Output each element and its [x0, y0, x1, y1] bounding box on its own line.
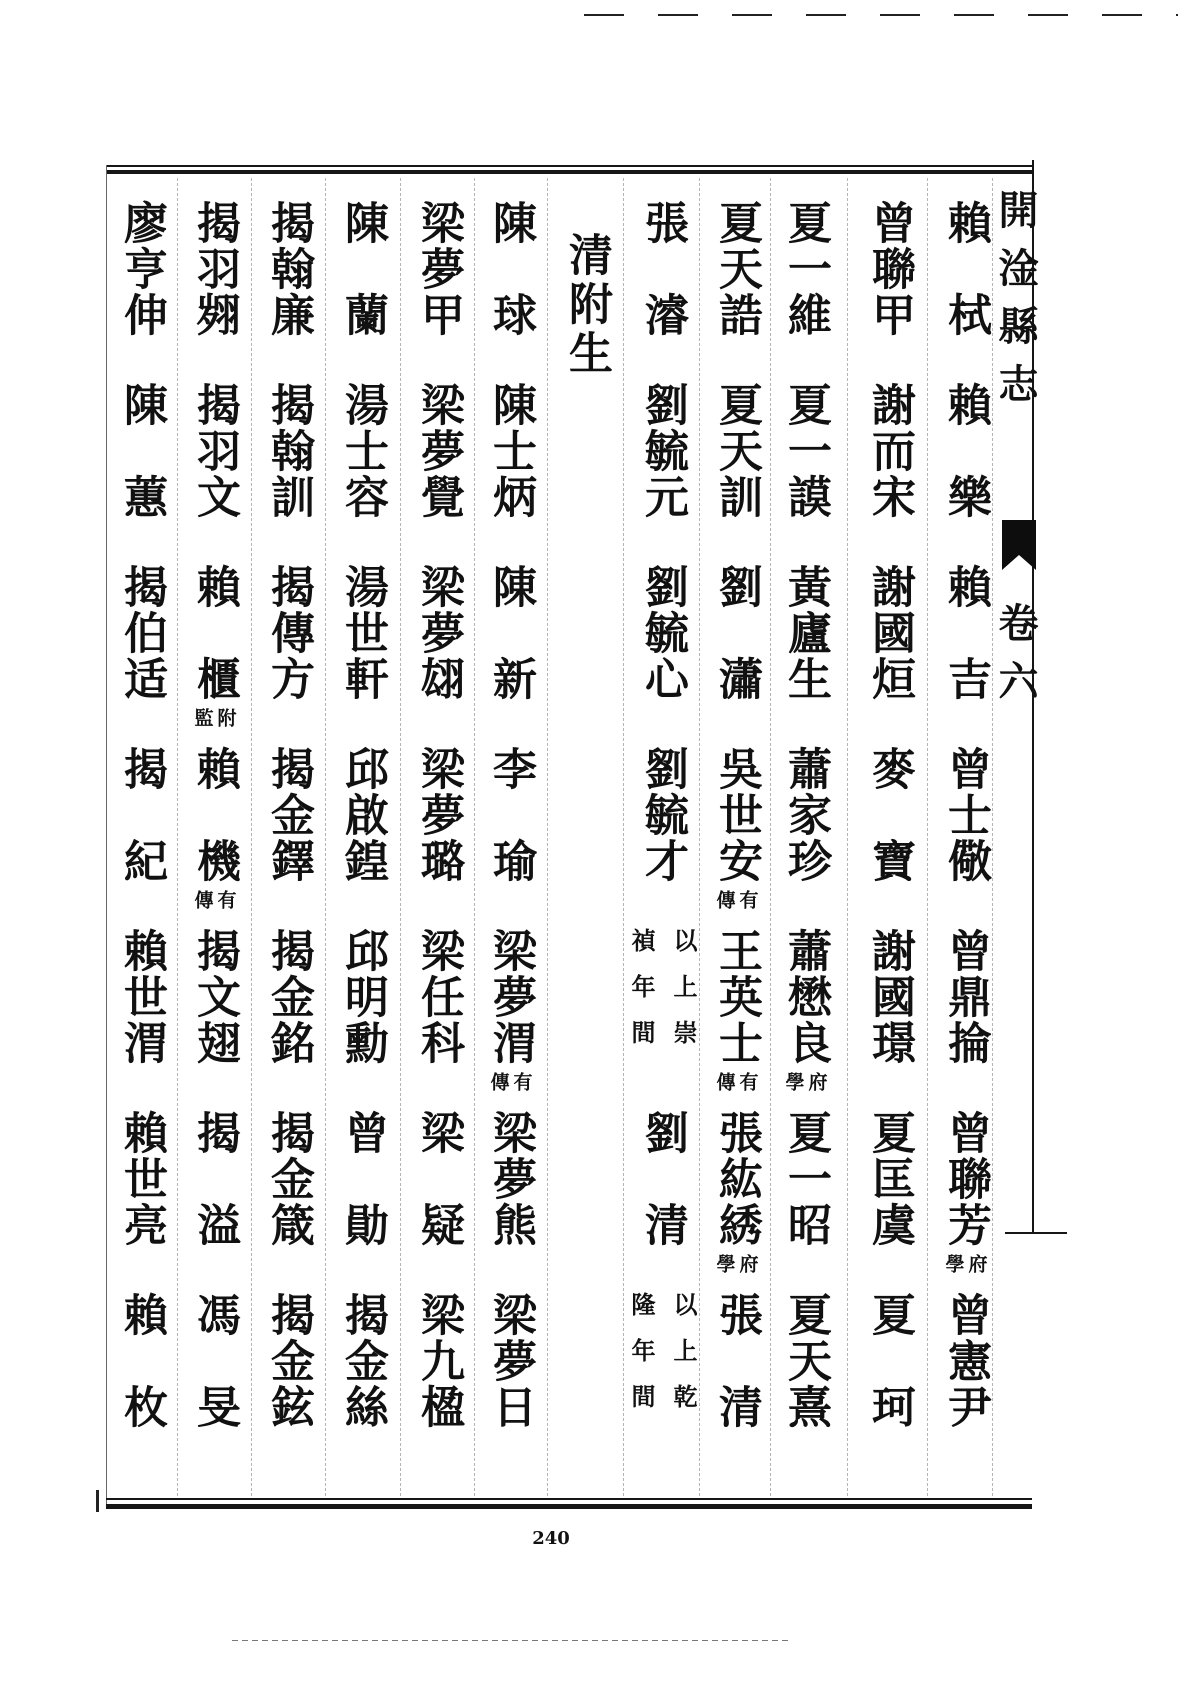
name-entry: [859, 382, 919, 520]
name-entry: [935, 928, 995, 1066]
name-entry: [775, 928, 835, 1091]
name-column: [332, 200, 392, 1490]
name-entry: [859, 928, 919, 1066]
name-entry: [859, 1292, 919, 1430]
name-entry: [332, 928, 392, 1066]
name-entry: [480, 928, 540, 1091]
name-entry: [775, 1292, 835, 1430]
name-column: [480, 200, 540, 1490]
person-name: 梁夢覺: [413, 382, 464, 520]
name-column: [627, 200, 698, 1490]
person-name: 揭金絲: [337, 1292, 388, 1430]
name-entry: [332, 1292, 392, 1430]
annotation: [715, 890, 758, 909]
person-name: 夏一謨: [780, 382, 831, 520]
name-entry: [184, 564, 244, 727]
person-name: 夏一維: [780, 200, 831, 338]
frame-rule-top-thick: [106, 170, 1032, 174]
name-entry: [258, 928, 318, 1066]
person-name: 梁任科: [413, 928, 464, 1066]
person-name: 梁夢翃: [413, 564, 464, 702]
name-column: [258, 200, 318, 1490]
annotation: [193, 708, 236, 727]
annotation-line: 府: [965, 1254, 988, 1273]
person-name: 揭 紀: [116, 746, 167, 884]
person-name: 李 瑜: [485, 746, 536, 884]
name-entry: [184, 1110, 244, 1248]
name-entry: [332, 1110, 392, 1248]
name-entry: [111, 1292, 171, 1430]
column-rule: [177, 178, 178, 1496]
person-name: 夏天誥: [711, 200, 762, 338]
person-name: 陳 球: [485, 200, 536, 338]
person-name: 蕭懋良: [780, 928, 831, 1066]
person-name: 邱啟鍠: [337, 746, 388, 884]
annotation: [627, 928, 698, 1066]
person-name: 黃廬生: [780, 564, 831, 702]
frame-rule-top: [106, 165, 1032, 167]
person-name: 揭金銘: [263, 928, 314, 1066]
frame-tick-mark: [1005, 1232, 1067, 1234]
name-entry: [408, 1110, 468, 1248]
frame-rule-bottom-thick: [106, 1504, 1032, 1509]
book-title: 開淦縣志: [992, 189, 1039, 421]
fishtail-mark: [1002, 520, 1036, 570]
annotation: [715, 1072, 758, 1091]
person-name: 夏 珂: [864, 1292, 915, 1430]
column-rule: [927, 178, 928, 1496]
person-name: 謝國烜: [864, 564, 915, 702]
column-rule: [770, 178, 771, 1496]
name-entry: [480, 564, 540, 702]
name-entry: [408, 928, 468, 1066]
name-entry: [184, 382, 244, 520]
name-entry: [258, 1292, 318, 1430]
annotation-line: 有: [736, 890, 759, 909]
person-name: 謝國璟: [864, 928, 915, 1066]
scan-dash-line-top: [584, 14, 1178, 16]
name-entry: [706, 382, 766, 520]
person-name: 賴世亮: [116, 1110, 167, 1248]
annotation-line: 監: [191, 708, 214, 727]
name-entry: [332, 382, 392, 520]
page-number: 240: [532, 1528, 570, 1549]
column-rule: [623, 178, 624, 1496]
name-entry: [332, 564, 392, 702]
name-entry: [258, 382, 318, 520]
person-name: 劉毓元: [637, 382, 688, 520]
person-name: 揭金箴: [263, 1110, 314, 1248]
person-name: 蕭家珍: [780, 746, 831, 884]
person-name: 曾士儆: [940, 746, 991, 884]
person-name: 王英士: [711, 928, 762, 1066]
person-name: 揭翰廉: [263, 200, 314, 338]
name-entry: [111, 746, 171, 884]
column-rule: [699, 178, 700, 1496]
name-entry: [480, 1292, 540, 1430]
person-name: 湯世軒: [337, 564, 388, 702]
person-name: 梁夢渭: [485, 928, 536, 1066]
person-name: 賴 吉: [940, 564, 991, 702]
person-name: 揭羽文: [189, 382, 240, 520]
column-rule: [400, 178, 401, 1496]
person-name: 麥 寶: [864, 746, 915, 884]
name-column: [184, 200, 244, 1490]
name-entry: [184, 928, 244, 1066]
annotation: [944, 1254, 987, 1273]
annotation-line: 有: [214, 890, 237, 909]
name-column: [859, 200, 919, 1490]
name-entry: [408, 746, 468, 884]
section-heading: 清附生: [561, 232, 612, 379]
person-name: 曾聯甲: [864, 200, 915, 338]
annotation-line: 傳: [487, 1072, 510, 1091]
frame-rule-bottom: [106, 1498, 1032, 1500]
person-name: 謝而宋: [864, 382, 915, 520]
person-name: 曾鼎掄: [940, 928, 991, 1066]
person-name: 邱明勳: [337, 928, 388, 1066]
person-name: 劉 瀟: [711, 564, 762, 702]
person-name: 梁 疑: [413, 1110, 464, 1248]
name-entry: [258, 1110, 318, 1248]
person-name: 曾聯芳: [940, 1110, 991, 1248]
name-entry: [111, 928, 171, 1066]
person-name: 賴 櫃: [189, 564, 240, 702]
name-entry: [184, 1292, 244, 1430]
annotation-line: 傳: [713, 890, 736, 909]
person-name: 曾憲尹: [940, 1292, 991, 1430]
name-entry: [775, 1110, 835, 1248]
column-rule: [474, 178, 475, 1496]
annotation-line: 禎年間: [627, 928, 656, 1066]
person-name: 梁夢熊: [485, 1110, 536, 1248]
person-name: 馮 旻: [189, 1292, 240, 1430]
name-entry: [632, 382, 692, 520]
volume-label: 卷六: [992, 602, 1039, 718]
name-entry: [408, 200, 468, 338]
column-rule: [251, 178, 252, 1496]
name-entry: [706, 564, 766, 702]
name-entry: [706, 1292, 766, 1430]
name-column: [935, 200, 995, 1490]
column-rule: [325, 178, 326, 1496]
annotation: [784, 1072, 827, 1091]
annotation-line: 有: [736, 1072, 759, 1091]
name-column: [706, 200, 766, 1490]
name-entry: [111, 382, 171, 520]
annotation-line: 府: [805, 1072, 828, 1091]
name-entry: [775, 200, 835, 338]
person-name: 揭伯适: [116, 564, 167, 702]
annotation-line: 隆年間: [627, 1292, 656, 1430]
person-name: 賴 樂: [940, 382, 991, 520]
name-entry: [706, 1110, 766, 1273]
annotation-line: 以上乾: [669, 1292, 698, 1430]
person-name: 梁夢璐: [413, 746, 464, 884]
name-entry: [480, 1110, 540, 1248]
name-entry: [632, 200, 692, 338]
person-name: 夏天熹: [780, 1292, 831, 1430]
name-entry: [408, 1292, 468, 1430]
name-entry: [706, 746, 766, 909]
person-name: 梁九楹: [413, 1292, 464, 1430]
person-name: 賴 枚: [116, 1292, 167, 1430]
name-entry: [775, 382, 835, 520]
annotation: [489, 1072, 532, 1091]
name-entry: [408, 382, 468, 520]
person-name: 張 清: [711, 1292, 762, 1430]
person-name: 揭文翅: [189, 928, 240, 1066]
person-name: 陳 蘭: [337, 200, 388, 338]
name-entry: [935, 564, 995, 702]
person-name: 湯士容: [337, 382, 388, 520]
column-rule: [847, 178, 848, 1496]
person-name: 揭羽翙: [189, 200, 240, 338]
person-name: 揭傳方: [263, 564, 314, 702]
annotation-line: 有: [510, 1072, 533, 1091]
person-name: 梁夢日: [485, 1292, 536, 1430]
person-name: 夏天訓: [711, 382, 762, 520]
annotation: [715, 1254, 758, 1273]
name-entry: [706, 928, 766, 1091]
annotation-line: 學: [782, 1072, 805, 1091]
person-name: 揭金鐸: [263, 746, 314, 884]
name-entry: [258, 746, 318, 884]
name-entry: [935, 746, 995, 884]
annotation-line: 府: [736, 1254, 759, 1273]
person-name: 賴世渭: [116, 928, 167, 1066]
annotation-line: 傳: [713, 1072, 736, 1091]
frame-rule-left: [106, 165, 107, 1509]
name-entry: [935, 1110, 995, 1273]
person-name: 揭翰訓: [263, 382, 314, 520]
name-entry: [632, 746, 692, 884]
annotation-line: 學: [713, 1254, 736, 1273]
name-entry: [935, 382, 995, 520]
name-column: [111, 200, 171, 1490]
person-name: 陳士炳: [485, 382, 536, 520]
name-entry: [111, 564, 171, 702]
name-entry: [480, 746, 540, 884]
person-name: 劉毓心: [637, 564, 688, 702]
scan-dash-line-bottom: [232, 1640, 792, 1641]
person-name: 曾 勛: [337, 1110, 388, 1248]
name-entry: [480, 200, 540, 338]
name-entry: [935, 1292, 995, 1430]
column-rule: [547, 178, 548, 1496]
name-entry: [859, 200, 919, 338]
name-entry: [258, 200, 318, 338]
annotation-entry: [627, 928, 698, 1066]
annotation-entry: [627, 1292, 698, 1430]
name-entry: [859, 564, 919, 702]
name-entry: [775, 746, 835, 884]
person-name: 張紘綉: [711, 1110, 762, 1248]
annotation: [193, 890, 236, 909]
name-column: [408, 200, 468, 1490]
name-entry: [859, 746, 919, 884]
person-name: 賴 栻: [940, 200, 991, 338]
name-entry: [111, 200, 171, 338]
name-entry: [706, 200, 766, 338]
person-name: 吳世安: [711, 746, 762, 884]
annotation-line: 以上崇: [669, 928, 698, 1066]
person-name: 廖亨伸: [116, 200, 167, 338]
person-name: 夏匡虞: [864, 1110, 915, 1248]
name-column: [775, 200, 835, 1490]
annotation-line: 附: [214, 708, 237, 727]
margin-mark: [96, 1490, 99, 1512]
name-entry: [935, 200, 995, 338]
name-entry: [332, 200, 392, 338]
annotation: [627, 1292, 698, 1430]
name-entry: [332, 746, 392, 884]
name-entry: [184, 746, 244, 909]
person-name: 陳 新: [485, 564, 536, 702]
name-entry: [632, 564, 692, 702]
name-entry: [184, 200, 244, 338]
person-name: 夏一昭: [780, 1110, 831, 1248]
name-entry: [775, 564, 835, 702]
name-entry: [632, 1110, 692, 1248]
person-name: 劉毓才: [637, 746, 688, 884]
annotation-line: 傳: [191, 890, 214, 909]
name-entry: [859, 1110, 919, 1248]
person-name: 陳 蕙: [116, 382, 167, 520]
annotation-line: 學: [942, 1254, 965, 1273]
name-entry: [258, 564, 318, 702]
name-entry: [111, 1110, 171, 1248]
name-entry: [480, 382, 540, 520]
person-name: 梁夢甲: [413, 200, 464, 338]
person-name: 張 濬: [637, 200, 688, 338]
person-name: 揭金鉉: [263, 1292, 314, 1430]
name-entry: [408, 564, 468, 702]
person-name: 賴 機: [189, 746, 240, 884]
person-name: 劉 清: [637, 1110, 688, 1248]
person-name: 揭 溢: [189, 1110, 240, 1248]
